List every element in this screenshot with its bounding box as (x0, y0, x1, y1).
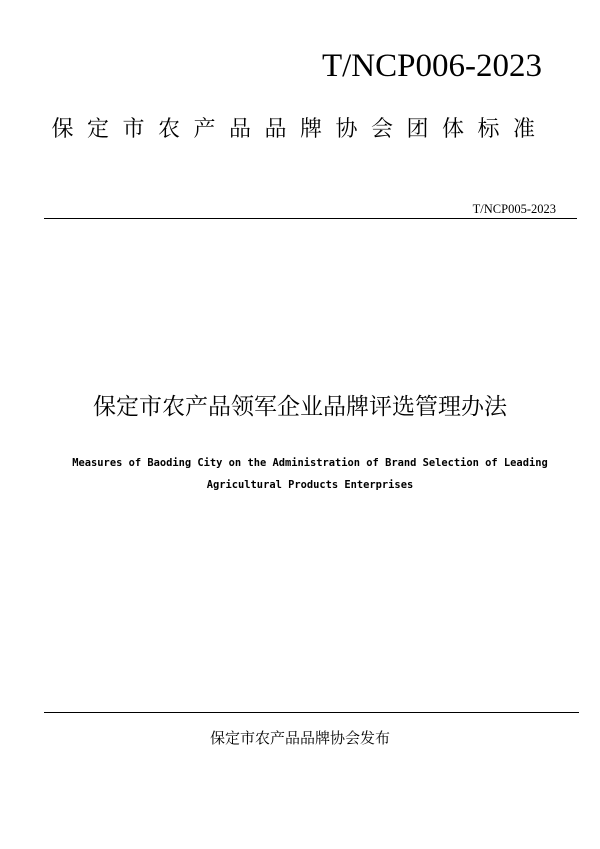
bottom-divider (44, 712, 579, 713)
publisher: 保定市农产品品牌协会发布 (209, 729, 390, 747)
top-divider (44, 218, 577, 219)
document-title-chinese: 保定市农产品领军企业品牌评选管理办法 (93, 394, 507, 420)
organization-standard-label: 保定市农产品品牌协会团体标准 (51, 117, 549, 142)
supersedes-code: T/NCP005-2023 (472, 202, 556, 216)
document-title-english: Measures of Baoding City on the Administration of Brand Selection of Leading Agricultural Products Enterprises (72, 457, 548, 491)
standard-code: T/NCP006-2023 (321, 48, 542, 84)
